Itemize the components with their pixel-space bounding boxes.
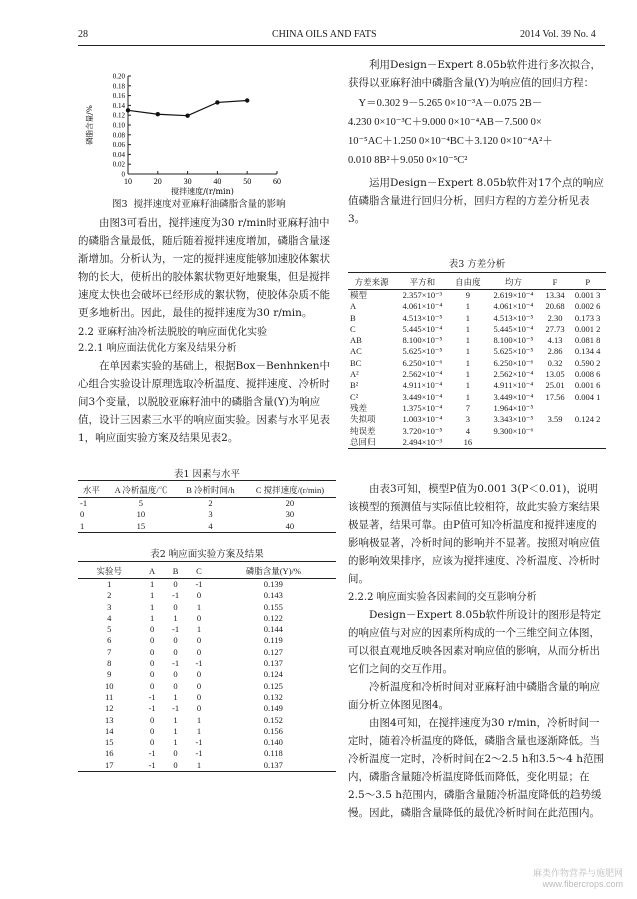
table-cell: 13.05 bbox=[545, 369, 565, 380]
table-cell: 8 bbox=[107, 658, 112, 669]
table-row bbox=[348, 437, 606, 449]
table-cell: -1 bbox=[195, 748, 203, 759]
table-row bbox=[348, 392, 606, 403]
table-cell: 0.32 bbox=[547, 357, 563, 368]
table-cell: 0 bbox=[196, 669, 202, 680]
table3-header-cell: 平方和 bbox=[409, 277, 436, 287]
table-cell: 3 bbox=[465, 414, 471, 425]
table-cell: 9 bbox=[465, 290, 471, 300]
table-cell: 0.002 6 bbox=[574, 301, 601, 312]
table1-header-row bbox=[78, 481, 336, 498]
table2-header-cell: C bbox=[196, 566, 202, 576]
table-row bbox=[78, 748, 336, 759]
table-cell: 9 bbox=[107, 669, 112, 680]
table-cell: -1 bbox=[172, 703, 180, 714]
table3-header-cell: F bbox=[552, 277, 558, 287]
table-cell: 3.343×10⁻⁵ bbox=[493, 414, 534, 425]
table-cell: 0 bbox=[173, 579, 178, 589]
table-cell: 6.250×10⁻⁶ bbox=[493, 357, 534, 368]
volume-issue: 2014 Vol. 39 No. 4 bbox=[520, 29, 596, 40]
y-axis-label: 磷脂含量/% bbox=[85, 105, 94, 145]
table-row bbox=[348, 369, 606, 380]
table-cell: 13 bbox=[104, 714, 114, 725]
table-cell: 3.59 bbox=[547, 414, 563, 425]
table-cell: 0 bbox=[149, 680, 155, 691]
y-tick-label: 0.08 bbox=[112, 131, 125, 140]
table3-header-row bbox=[348, 273, 606, 290]
table3-header-cell: P bbox=[585, 277, 591, 287]
equation-line: 0.010 8B²＋9.050 0×10⁻⁵C² bbox=[348, 155, 468, 166]
section-2-2-heading: 2.2 亚麻籽油冷析法脱胶的响应面优化实验 bbox=[78, 327, 268, 338]
table-cell: 8.100×10⁻⁵ bbox=[402, 335, 443, 346]
table-cell: 0.590 2 bbox=[574, 357, 601, 368]
data-point bbox=[245, 98, 249, 102]
table-cell: 4 bbox=[107, 612, 112, 623]
table-cell: 0.134 4 bbox=[574, 346, 601, 357]
table-row bbox=[78, 647, 336, 658]
regression-equation bbox=[348, 94, 606, 170]
table-cell: 8.100×10⁻⁵ bbox=[493, 335, 534, 346]
data-point bbox=[215, 100, 219, 104]
table-cell: 2 bbox=[107, 590, 112, 601]
table-cell: 0.137 bbox=[263, 759, 283, 770]
table-row bbox=[348, 313, 606, 324]
table-cell: 1.375×10⁻⁴ bbox=[402, 402, 443, 413]
table3-header-cell: 自由度 bbox=[455, 277, 481, 287]
table-cell: 纯误差 bbox=[350, 425, 376, 436]
table-cell: 5.445×10⁻⁴ bbox=[402, 323, 443, 334]
table-cell: 0.124 2 bbox=[574, 414, 601, 425]
table-row bbox=[348, 290, 606, 302]
table-cell: 0.152 bbox=[263, 714, 283, 725]
table-cell: A bbox=[350, 301, 357, 312]
table-row bbox=[78, 681, 336, 692]
table-row bbox=[348, 324, 606, 335]
table-cell: 0 bbox=[149, 624, 155, 635]
figure3-discussion: 由图3可看出，搅拌速度为30 r/min时亚麻籽油中的磷脂含量最低，随后随着搅拌速度增加，磷脂含量逐渐增加。分析认为，一定的搅拌速度能够加速胶体絮状物的长大，使析出的胶体絮状物更好地聚集，但是搅拌速度太快也会破坏已经形成的絮状物，使胶体杂质不能更多地析出。因此，最佳的搅拌速度为30 r/min。 bbox=[78, 217, 330, 319]
table-cell: 0 bbox=[196, 680, 202, 691]
table-row bbox=[348, 414, 606, 425]
x-tick-label: 30 bbox=[183, 177, 192, 186]
table-cell: -1 bbox=[148, 691, 156, 702]
x-tick-label: 40 bbox=[213, 177, 222, 186]
table-cell: 1 bbox=[465, 301, 471, 312]
table-cell: 1 bbox=[465, 357, 471, 368]
table-cell: 0 bbox=[196, 691, 202, 702]
table-cell: 2.562×10⁻⁴ bbox=[493, 369, 534, 380]
x-axis-label: 搅拌速度/(r/min) bbox=[171, 187, 234, 195]
table-cell: 3.449×10⁻⁴ bbox=[402, 391, 443, 402]
table1-header-cell: C 搅拌速度/(r/min) bbox=[255, 485, 325, 495]
table2-header-cell: B bbox=[172, 566, 179, 576]
table-cell: 4.911×10⁻⁴ bbox=[493, 380, 534, 391]
table-cell: 0 bbox=[173, 646, 178, 657]
table-cell: 3 bbox=[107, 601, 112, 612]
table-cell: 14 bbox=[104, 725, 114, 736]
table-cell: 0.137 bbox=[263, 658, 283, 669]
table-cell: 13.34 bbox=[545, 290, 565, 300]
table-cell: 0 bbox=[173, 759, 178, 770]
table-cell: 0.001 6 bbox=[574, 380, 601, 391]
table-cell: 11 bbox=[105, 691, 114, 702]
table-cell: C bbox=[350, 323, 356, 334]
table-cell: 1 bbox=[465, 312, 471, 323]
table-cell: -1 bbox=[148, 748, 156, 759]
y-tick-label: 0 bbox=[121, 170, 125, 179]
table-cell: 0.004 1 bbox=[574, 391, 601, 402]
figure3-caption bbox=[112, 196, 286, 210]
table-cell: 7 bbox=[107, 646, 112, 657]
x-tick-label: 50 bbox=[243, 177, 252, 186]
table-cell: 5 bbox=[138, 498, 144, 508]
table-cell: 1 bbox=[173, 714, 178, 725]
table-cell: B bbox=[350, 312, 356, 323]
table-cell: -1 bbox=[172, 590, 180, 601]
table-cell: 0 bbox=[173, 748, 178, 759]
table3-header-cell: 方差来源 bbox=[354, 277, 389, 287]
table-cell: -1 bbox=[148, 703, 156, 714]
table-cell: 0.155 bbox=[263, 601, 283, 612]
table-cell: AB bbox=[350, 335, 362, 346]
right-text-block-bottom bbox=[348, 480, 606, 822]
x-tick-label: 10 bbox=[124, 177, 132, 186]
table-cell: 2.30 bbox=[547, 312, 563, 323]
table-row bbox=[78, 579, 336, 591]
table-cell: 0.132 bbox=[263, 691, 283, 702]
software-paragraph: Design－Expert 8.05b软件所设计的图形是特定的响应值与对应的因素所构成的一个三维空间立体图，可以很直观地反映各因素对响应值的影响，从而分析出它们之间的交互作用。 bbox=[348, 609, 602, 675]
equation-line: 4.230 0×10⁻³C＋9.000 0×10⁻⁴AB－7.500 0× bbox=[348, 117, 542, 128]
table-cell bbox=[541, 437, 570, 449]
table-cell: 1 bbox=[196, 714, 202, 725]
table-cell: 0.140 bbox=[263, 737, 283, 748]
table-cell bbox=[486, 437, 540, 449]
table-row bbox=[348, 358, 606, 369]
table-cell: 3.449×10⁻⁴ bbox=[493, 391, 534, 402]
watermark-line2: www.fibercrops.com bbox=[542, 879, 623, 889]
table-cell: 0 bbox=[149, 725, 155, 736]
table-cell: 1 bbox=[465, 346, 471, 357]
table-cell: 0 bbox=[173, 669, 178, 680]
table-row bbox=[348, 426, 606, 437]
table-cell: 0 bbox=[149, 714, 155, 725]
page-number: 28 bbox=[78, 29, 88, 40]
figure3-caption-text: 搅拌速度对亚麻籽油磷脂含量的影响 bbox=[133, 199, 286, 210]
table3-header-cell: 均方 bbox=[504, 277, 522, 287]
table-cell: 3 bbox=[208, 509, 213, 520]
table2-caption: 表2 响应面实验方案及结果 bbox=[150, 549, 264, 560]
table-row bbox=[78, 760, 336, 772]
table-cell: 0 bbox=[173, 680, 178, 691]
table-cell: 4.513×10⁻⁵ bbox=[402, 312, 443, 323]
table-cell bbox=[541, 426, 570, 437]
table-cell: 1 bbox=[107, 579, 112, 589]
table-row bbox=[78, 715, 336, 726]
table-cell: 0 bbox=[149, 658, 155, 669]
right-text-block-top bbox=[348, 56, 606, 228]
table-cell: 0.127 bbox=[263, 646, 283, 657]
y-tick-label: 0.20 bbox=[112, 72, 125, 81]
table-cell: 0 bbox=[173, 635, 178, 646]
table-row bbox=[78, 635, 336, 646]
table2 bbox=[78, 561, 336, 772]
y-tick-label: 0.04 bbox=[112, 150, 125, 159]
table-cell: 模型 bbox=[350, 290, 368, 300]
table1-header-cell: 水平 bbox=[82, 485, 100, 495]
table-cell: 1 bbox=[465, 380, 471, 391]
table-cell: 2.357×10⁻³ bbox=[402, 290, 443, 300]
table-cell: 27.73 bbox=[545, 323, 565, 334]
table-cell: 17 bbox=[104, 759, 114, 770]
table-cell: 0.139 bbox=[263, 579, 283, 589]
table-cell: 0.119 bbox=[263, 635, 283, 646]
left-text-block bbox=[78, 214, 336, 447]
table-cell: 4.13 bbox=[547, 335, 563, 346]
table-cell: 0 bbox=[196, 590, 202, 601]
table-cell: 40 bbox=[285, 520, 295, 531]
table-row bbox=[78, 509, 336, 520]
figure4-discussion: 由图4可知，在搅拌速度为30 r/min，冷析时间一定时，随着冷析温度的降低，磷脂含量也逐渐降低。当冷析温度一定时，冷析时间在2～2.5 h和3.5～4 h范围内，磷脂含量随冷析温度降低而降低，变化明显；在2.5～3.5 h范围内，磷脂含量随冷析温度降低的趋势缓慢。因此，磷脂含量降低的最优冷析时间在此范围内。 bbox=[348, 717, 604, 819]
table-cell: 2 bbox=[208, 498, 213, 508]
table-cell: -1 bbox=[148, 759, 156, 770]
table-cell: 15 bbox=[104, 737, 114, 748]
table3-caption: 表3 方差分析 bbox=[448, 259, 506, 270]
table-cell: 5 bbox=[107, 624, 112, 635]
table-cell: 1 bbox=[149, 590, 155, 601]
journal-name: CHINA OILS AND FATS bbox=[272, 29, 377, 40]
table-cell: 1 bbox=[465, 335, 471, 346]
table-cell: 0 bbox=[149, 646, 155, 657]
table-cell bbox=[569, 437, 606, 449]
watermark-line1: 麻类作物营养与施肥网 bbox=[532, 868, 623, 878]
table-cell: 1.003×10⁻⁴ bbox=[402, 414, 443, 425]
table-cell: 1 bbox=[196, 759, 202, 770]
figure3-caption-number: 图3 bbox=[112, 199, 128, 210]
table-cell: 0.118 bbox=[263, 748, 283, 759]
table-cell: 0.008 6 bbox=[574, 369, 601, 380]
table1-caption: 表1 因素与水平 bbox=[173, 469, 241, 480]
table-cell: 4 bbox=[465, 425, 471, 436]
table-cell: 6 bbox=[107, 635, 112, 646]
table-cell: -1 bbox=[172, 624, 180, 635]
table-cell: 0.081 8 bbox=[574, 335, 601, 346]
table-cell: 0.149 bbox=[263, 703, 283, 714]
table-cell: 1 bbox=[149, 601, 155, 612]
table-row bbox=[348, 301, 606, 312]
table-cell: 1 bbox=[196, 601, 202, 612]
y-tick-label: 0.14 bbox=[112, 101, 125, 110]
table-row bbox=[348, 335, 606, 346]
y-tick-label: 0.16 bbox=[112, 92, 125, 101]
table-cell: -1 bbox=[195, 579, 203, 589]
table-cell: 0 bbox=[149, 635, 155, 646]
table-cell: 0.173 3 bbox=[574, 312, 601, 323]
data-point bbox=[126, 108, 130, 112]
table-cell: 1 bbox=[196, 624, 202, 635]
table-cell: 0 bbox=[149, 737, 155, 748]
table1-header-cell: B 冷析时间/h bbox=[186, 485, 235, 495]
table-cell bbox=[569, 426, 606, 437]
table-row bbox=[78, 692, 336, 703]
table-cell: 1.964×10⁻⁵ bbox=[493, 402, 534, 413]
table-cell: 0.001 3 bbox=[574, 290, 601, 300]
table1-header-cell: A 冷析温度/℃ bbox=[114, 485, 168, 495]
table-cell: 2.562×10⁻⁴ bbox=[402, 369, 443, 380]
table-cell: 4.061×10⁻⁴ bbox=[402, 301, 443, 312]
table-cell: 0.144 bbox=[263, 624, 283, 635]
table-cell: 0 bbox=[196, 646, 202, 657]
table-cell: 0.122 bbox=[263, 612, 283, 623]
table-row bbox=[78, 613, 336, 624]
table-cell: A² bbox=[350, 369, 359, 380]
table-cell: 1 bbox=[465, 323, 471, 334]
table-cell: 失拟项 bbox=[350, 414, 376, 425]
table-cell: 16 bbox=[463, 436, 473, 447]
figure4-intro: 冷析温度和冷析时间对亚麻籽油中磷脂含量的响应面分析立体图见图4。 bbox=[348, 681, 600, 711]
table-cell: 10 bbox=[104, 680, 114, 691]
table-cell: 15 bbox=[136, 520, 146, 531]
y-tick-label: 0.10 bbox=[112, 121, 125, 130]
table-cell: 2.619×10⁻⁴ bbox=[493, 290, 534, 300]
table-cell: 1 bbox=[173, 612, 178, 623]
table-cell: C² bbox=[350, 391, 359, 402]
regression-intro: 利用Design－Expert 8.05b软件进行多次拟合，获得以亚麻籽油中磷脂含量(Y)为响应值的回归方程： bbox=[348, 59, 602, 89]
table-cell: BC bbox=[350, 357, 362, 368]
table-row bbox=[78, 658, 336, 669]
section-2-2-2-heading: 2.2.2 响应面实验各因素间的交互影响分析 bbox=[348, 592, 537, 603]
table-cell: 0 bbox=[196, 635, 202, 646]
y-tick-label: 0.02 bbox=[112, 160, 125, 169]
table-cell: 9.300×10⁻⁶ bbox=[493, 425, 534, 436]
table-cell: 2.86 bbox=[547, 346, 563, 357]
table-cell: -1 bbox=[195, 737, 203, 748]
table-cell: 17.56 bbox=[545, 391, 565, 402]
table-cell: 20 bbox=[285, 498, 295, 508]
table-cell: 25.01 bbox=[545, 380, 565, 391]
table-cell: 12 bbox=[104, 703, 114, 714]
table-cell: AC bbox=[350, 346, 362, 357]
table-cell: 1 bbox=[173, 737, 178, 748]
table-cell: 1 bbox=[173, 691, 178, 702]
table-cell: 0 bbox=[149, 669, 155, 680]
table-cell: 1 bbox=[149, 612, 155, 623]
table-row bbox=[78, 590, 336, 601]
table-row bbox=[78, 624, 336, 635]
table-row bbox=[78, 726, 336, 737]
x-tick-label: 60 bbox=[273, 177, 281, 186]
table-cell: 30 bbox=[285, 509, 295, 520]
table-row bbox=[78, 703, 336, 714]
table-cell: 7 bbox=[465, 402, 471, 413]
table-cell: 1 bbox=[80, 520, 85, 531]
table2-header-cell: 实验号 bbox=[96, 566, 122, 576]
table-cell: -1 bbox=[80, 498, 88, 508]
table-cell bbox=[569, 403, 606, 414]
y-tick-label: 0.12 bbox=[112, 111, 125, 120]
table-row bbox=[348, 403, 606, 414]
table-cell: 20.68 bbox=[545, 301, 565, 312]
table-cell: 0 bbox=[196, 703, 202, 714]
table-cell: 5.445×10⁻⁴ bbox=[493, 323, 534, 334]
table-cell: 2.494×10⁻³ bbox=[402, 436, 443, 447]
table-cell: 0 bbox=[196, 612, 202, 623]
table-cell: 0.143 bbox=[263, 590, 283, 601]
table-cell: 1 bbox=[465, 369, 471, 380]
y-tick-label: 0.06 bbox=[112, 141, 125, 150]
table-cell: 5.625×10⁻⁵ bbox=[402, 346, 443, 357]
section-2-2-1-heading: 2.2.1 响应面法优化方案及结果分析 bbox=[78, 343, 237, 354]
table-row bbox=[78, 498, 336, 510]
table-cell: 0.124 bbox=[263, 669, 283, 680]
anova-discussion: 由表3可知，模型P值为0.001 3(P＜0.01)，说明该模型的预测值与实际值比较相符，故此实验方案结果极显著，结果可靠。由P值可知冷析温度和搅拌速度的影响极显著，冷析时间的影响并不显著。按照对响应值的影响效果排序，应该为搅拌速度、冷析温度、冷析时间。 bbox=[348, 483, 600, 585]
figure3-chart bbox=[82, 70, 292, 195]
rsm-design-paragraph: 在单因素实验的基础上，根据Box－Benhnken中心组合实验设计原理选取冷析温度、搅拌速度、冷析时间3个变量，以脱胶亚麻籽油中的磷脂含量(Y)为响应值，设计三因素三水平的响应面实验。因素与水平见表1，响应面实验方案及结果见表2。 bbox=[78, 360, 331, 444]
table-row bbox=[348, 380, 606, 391]
anova-intro: 运用Design－Expert 8.05b软件对17个点的响应值磷脂含量进行回归分析，回归方程的方差分析见表3。 bbox=[348, 177, 604, 225]
header-rule bbox=[78, 45, 605, 46]
data-point bbox=[185, 113, 189, 117]
table-row bbox=[78, 602, 336, 613]
table3 bbox=[348, 272, 606, 449]
table-cell: 0.125 bbox=[263, 680, 283, 691]
site-watermark bbox=[533, 866, 623, 889]
table1 bbox=[78, 480, 336, 533]
table-cell: B² bbox=[350, 380, 359, 391]
y-tick-label: 0.18 bbox=[112, 82, 125, 91]
series-line bbox=[128, 101, 247, 116]
data-point bbox=[156, 112, 160, 116]
table-cell bbox=[541, 403, 570, 414]
table-cell: 6.250×10⁻⁶ bbox=[402, 357, 443, 368]
table-cell: 16 bbox=[104, 748, 114, 759]
table-row bbox=[348, 346, 606, 357]
table-cell: 1 bbox=[149, 579, 155, 589]
table-cell: 1 bbox=[196, 725, 202, 736]
table-cell: 总回归 bbox=[350, 436, 376, 447]
table-cell: 0 bbox=[173, 601, 178, 612]
table2-header-cell: 磷脂含量(Y)/% bbox=[245, 566, 301, 576]
table-cell: 1 bbox=[465, 391, 471, 402]
table-cell: -1 bbox=[172, 658, 180, 669]
table-cell: 4.061×10⁻⁴ bbox=[493, 301, 534, 312]
table-row bbox=[78, 669, 336, 680]
table-cell: 0 bbox=[80, 509, 85, 520]
table-cell: -1 bbox=[195, 658, 203, 669]
table-cell: 5.625×10⁻⁵ bbox=[493, 346, 534, 357]
table-cell: 4 bbox=[208, 520, 213, 531]
table-cell: 3.720×10⁻⁵ bbox=[402, 425, 443, 436]
table-row bbox=[78, 521, 336, 533]
x-tick-label: 20 bbox=[153, 177, 162, 186]
equation-line: Y＝0.302 9－5.265 0×10⁻³A－0.075 2B－ bbox=[358, 98, 543, 109]
table-cell: 残差 bbox=[350, 402, 368, 413]
table-row bbox=[78, 737, 336, 748]
table-cell: 0.001 2 bbox=[574, 323, 601, 334]
table-cell: 4.513×10⁻⁵ bbox=[493, 312, 534, 323]
table-cell: 0.156 bbox=[263, 725, 283, 736]
table-cell: 10 bbox=[136, 509, 146, 520]
equation-line: 10⁻⁵AC＋1.250 0×10⁻⁴BC＋3.120 0×10⁻⁴A²＋ bbox=[348, 136, 553, 147]
table2-header-cell: A bbox=[149, 566, 156, 576]
table2-header-row bbox=[78, 562, 336, 579]
table-cell: 4.911×10⁻⁴ bbox=[402, 380, 443, 391]
table-cell: 1 bbox=[173, 725, 178, 736]
